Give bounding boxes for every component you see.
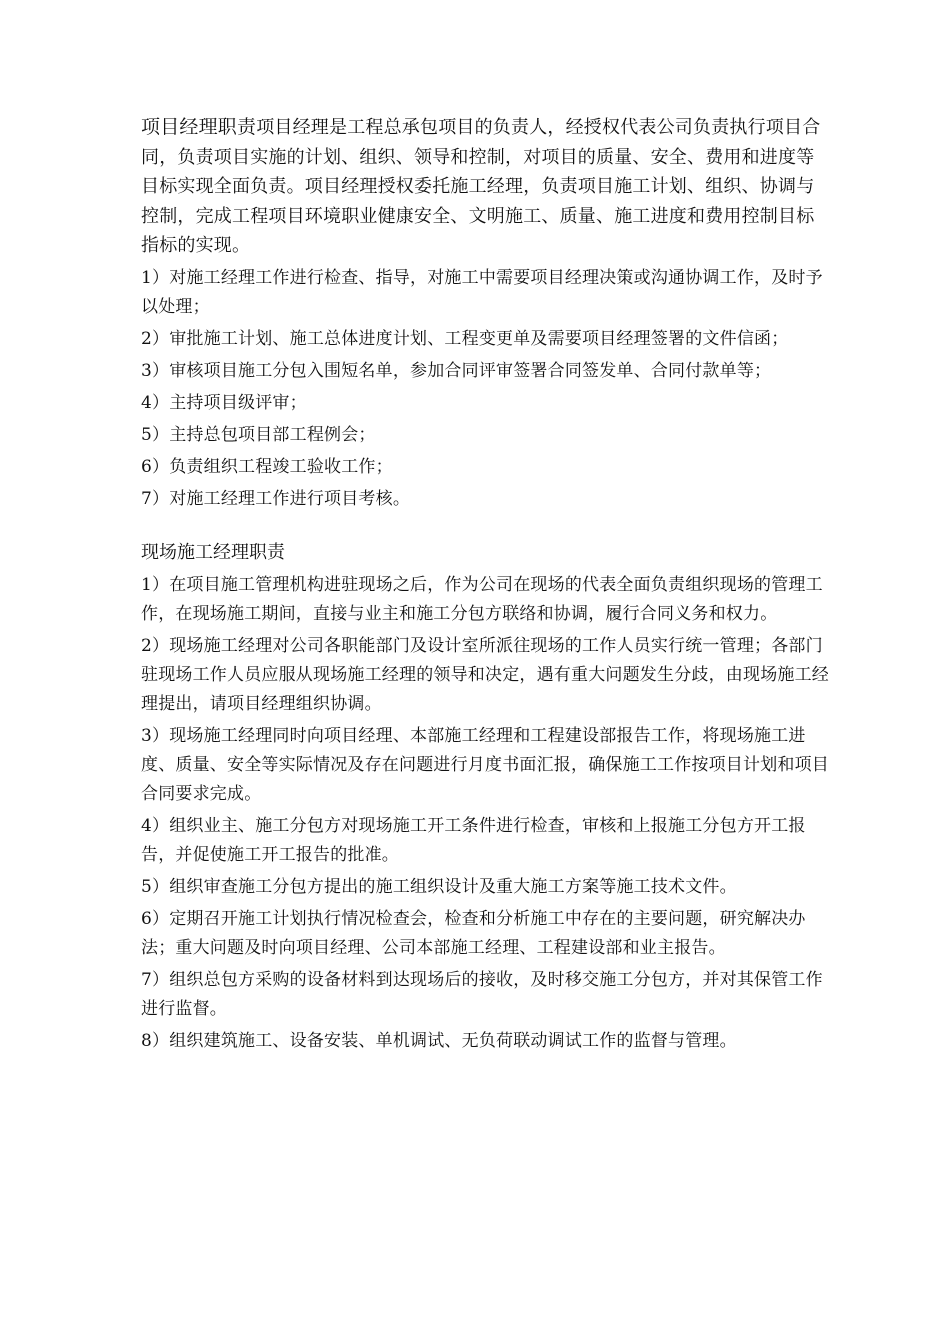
section2-item-7: 7）组织总包方采购的设备材料到达现场后的接收，及时移交施工分包方，并对其保管工作进行监督。	[141, 969, 823, 1019]
section2-item-1: 1）在项目施工管理机构进驻现场之后，作为公司在现场的代表全面负责组织现场的管理工作，在现场施工期间，直接与业主和施工分包方联络和协调，履行合同义务和权力。	[141, 574, 823, 624]
section1-item-3: 3）审核项目施工分包入围短名单，参加合同评审签署合同签发单、合同付款单等；	[141, 360, 772, 381]
section1-title: 项目经理职责	[141, 116, 257, 138]
section2-item-5: 5）组织审查施工分包方提出的施工组织设计及重大施工方案等施工技术文件。	[141, 876, 737, 897]
document-page	[141, 113, 831, 1059]
section-spacer	[141, 517, 831, 537]
section2-item-2: 2）现场施工经理对公司各职能部门及设计室所派往现场的工作人员实行统一管理；各部门驻现场工作人员应服从现场施工经理的领导和决定，遇有重大问题发生分歧，由现场施工经理提出，请项目经理组织协调。	[141, 635, 829, 714]
section1-item-2: 2）审批施工计划、施工总体进度计划、工程变更单及需要项目经理签署的文件信函；	[141, 328, 789, 349]
section1-item-6: 6）负责组织工程竣工验收工作；	[141, 456, 393, 477]
section1-item-7: 7）对施工经理工作进行项目考核。	[141, 488, 411, 509]
section1-intro-text: 项目经理是工程总承包项目的负责人，经授权代表公司负责执行项目合同，负责项目实施的计划、组织、领导和控制，对项目的质量、安全、费用和进度等目标实现全面负责。项目经理授权委托施工经理，负责项目施工计划、组织、协调与控制，完成工程项目环境职业健康安全、文明施工、质量、施工进度和费用控制目标指标的实现。	[141, 117, 821, 256]
section1-item-4: 4）主持项目级评审；	[141, 392, 307, 413]
section1-item-1: 1）对施工经理工作进行检查、指导，对施工中需要项目经理决策或沟通协调工作，及时予以处理；	[141, 267, 823, 317]
section1-intro-paragraph	[141, 113, 831, 261]
section2-item-8: 8）组织建筑施工、设备安装、单机调试、无负荷联动调试工作的监督与管理。	[141, 1030, 737, 1051]
section1-item-5: 5）主持总包项目部工程例会；	[141, 424, 376, 445]
section2-item-6: 6）定期召开施工计划执行情况检查会，检查和分析施工中存在的主要问题，研究解决办法；重大问题及时向项目经理、公司本部施工经理、工程建设部和业主报告。	[141, 908, 806, 958]
section2-item-3: 3）现场施工经理同时向项目经理、本部施工经理和工程建设部报告工作，将现场施工进度、质量、安全等实际情况及存在问题进行月度书面汇报，确保施工工作按项目计划和项目合同要求完成。	[141, 725, 829, 804]
section2-item-4: 4）组织业主、施工分包方对现场施工开工条件进行检查，审核和上报施工分包方开工报告，并促使施工开工报告的批准。	[141, 815, 806, 865]
section2-title: 现场施工经理职责	[141, 541, 285, 563]
